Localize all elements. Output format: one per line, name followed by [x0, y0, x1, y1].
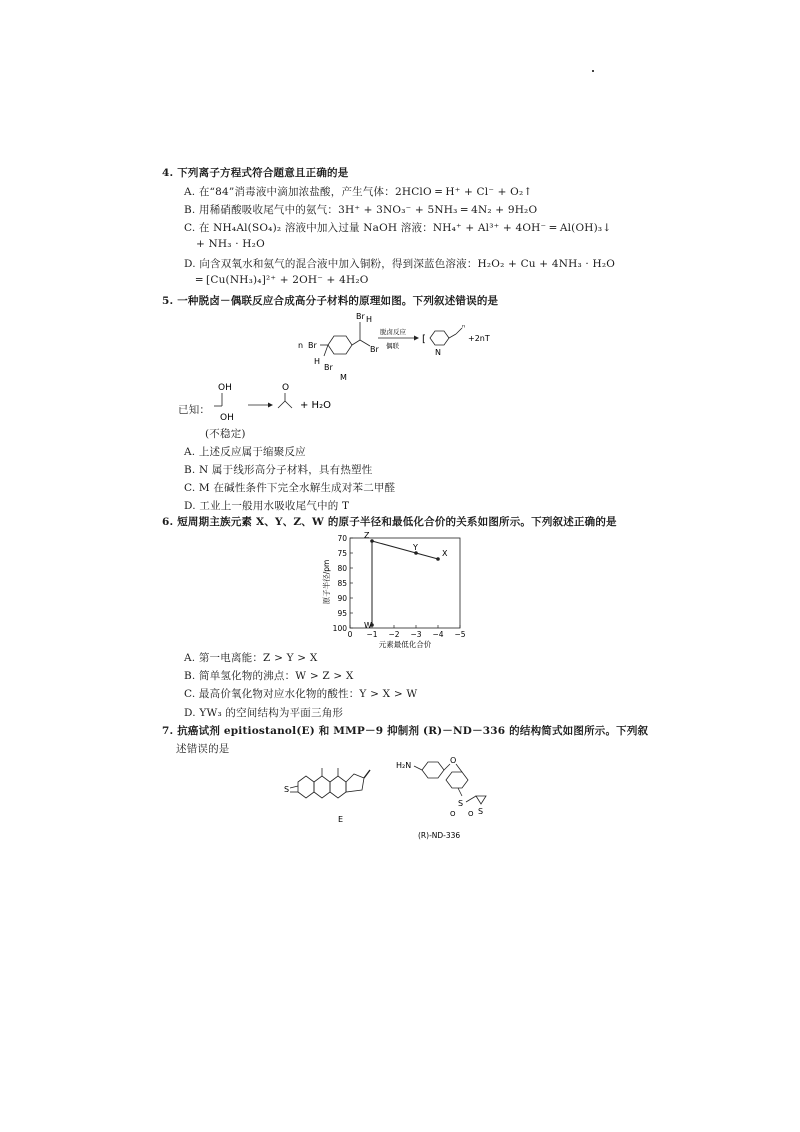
point-z — [370, 539, 374, 543]
svg-text:[: [ — [422, 334, 426, 345]
arrow-label-bottom: 偶联 — [386, 342, 399, 350]
x-tick-label: 0 — [347, 630, 353, 639]
y-tick-label: 85 — [337, 579, 347, 588]
sulfonyl-s: S — [458, 799, 464, 808]
point-x — [436, 557, 440, 561]
y-tick-label: 90 — [337, 594, 347, 603]
scan-speck — [592, 70, 594, 72]
x-tick-label: −4 — [432, 630, 444, 639]
point-label-z: Z — [364, 531, 370, 540]
q5-option-d: D. 工业上一般用水吸收尾气中的 T — [184, 500, 350, 512]
known-label: 已知： — [178, 404, 211, 416]
q4-stem: 4. 下列离子方程式符合题意且正确的是 — [162, 167, 349, 179]
y-tick-label: 80 — [337, 564, 347, 573]
y-tick-label: 70 — [337, 534, 347, 543]
polymer-ring — [430, 331, 449, 345]
byproduct-2nt: +2nT — [468, 334, 490, 343]
br-label-bottom: Br — [324, 363, 333, 372]
y-axis-label: 原子半径/pm — [322, 559, 331, 605]
radius-valence-chart — [315, 530, 475, 650]
thiirane-s: S — [284, 785, 290, 794]
q5-reaction-scheme — [296, 308, 526, 382]
q7-stem-continued: 述错误的是 — [176, 743, 230, 755]
q6-option-c: C. 最高价氧化物对应水化物的酸性：Y > X > W — [184, 688, 418, 700]
q5-stem: 5. 一种脱卤－偶联反应合成高分子材料的原理如图。下列叙述错误的是 — [162, 295, 499, 307]
arrow-label-top: 脱卤反应 — [380, 328, 406, 336]
br-label-left: Br — [308, 341, 317, 350]
label-e: E — [338, 815, 344, 824]
thiirane-s-r: S — [478, 807, 484, 816]
sulfonyl-o-2: O — [468, 810, 474, 818]
q5-option-c: C. M 在碱性条件下完全水解生成对苯二甲醛 — [184, 482, 396, 494]
q4-option-d: D. 向含双氧水和氨气的混合液中加入铜粉，得到深蓝色溶液：H₂O₂ + Cu + 4NH₃ · H₂O — [184, 258, 616, 270]
x-tick-label: −5 — [454, 630, 466, 639]
q4-option-b: B. 用稀硝酸吸收尾气中的氨气：3H⁺ + 3NO₃⁻ + 5NH₃ ═ 4N₂ + 9H₂O — [184, 204, 538, 216]
q5-option-b: B. N 属于线形高分子材料，具有热塑性 — [184, 464, 373, 476]
structure-e — [282, 752, 392, 824]
x-axis-label: 元素最低化合价 — [378, 640, 432, 649]
ether-o: O — [450, 756, 457, 765]
q4-option-d-continued: ═ [Cu(NH₃)₄]²⁺ + 2OH⁻ + 4H₂O — [196, 274, 369, 286]
q6-option-b: B. 简单氢化物的沸点：W > Z > X — [184, 670, 354, 682]
n-coefficient: n — [298, 341, 304, 350]
x-tick-label: −2 — [388, 630, 400, 639]
point-label-x: X — [442, 549, 448, 558]
sulfonyl-o-1: O — [450, 810, 456, 818]
br-label-top: Br — [356, 312, 365, 321]
structure-r-nd-336 — [396, 752, 546, 842]
oh-bottom: OH — [220, 413, 234, 423]
oh-top: OH — [218, 383, 232, 393]
q4-option-c-continued: + NH₃ · H₂O — [196, 238, 265, 250]
q6-option-d: D. YW₃ 的空间结构为平面三角形 — [184, 707, 344, 719]
y-tick-label: 75 — [337, 549, 347, 558]
series-line — [372, 541, 438, 559]
y-tick-label: 100 — [332, 624, 347, 633]
point-label-y: Y — [413, 543, 418, 552]
point-label-w: W — [364, 621, 372, 630]
label-r-nd-336: (R)-ND-336 — [418, 831, 461, 840]
h-label-bottom: H — [314, 357, 321, 366]
known-reaction — [208, 380, 388, 430]
h2n-group: H₂N — [396, 761, 412, 770]
compound-m-label: M — [340, 373, 347, 382]
benzene-ring — [328, 336, 352, 354]
plus-water: + H₂O — [300, 400, 331, 411]
x-tick-label: −3 — [410, 630, 422, 639]
h-label-top: H — [366, 315, 373, 324]
polymer-n-label: N — [435, 348, 441, 357]
carbonyl-o: O — [282, 383, 290, 393]
br-label-right: Br — [370, 345, 379, 354]
unstable-note: (不稳定) — [205, 428, 246, 440]
y-tick-label: 95 — [337, 609, 347, 618]
svg-text:ⁿ: ⁿ — [462, 323, 466, 332]
q4-option-a: A. 在“84”消毒液中滴加浓盐酸，产生气体：2HClO ═ H⁺ + Cl⁻ + O₂↑ — [184, 186, 533, 198]
x-tick-label: −1 — [366, 630, 378, 639]
q5-option-a: A. 上述反应属于缩聚反应 — [184, 446, 306, 458]
q6-stem: 6. 短周期主族元素 X、Y、Z、W 的原子半径和最低化合价的关系如图所示。下列叙述正确的是 — [162, 516, 617, 528]
q6-option-a: A. 第一电离能：Z > Y > X — [184, 652, 318, 664]
q7-stem: 7. 抗癌试剂 epitiostanol(E) 和 MMP－9 抑制剂 (R)－ND－336 的结构简式如图所示。下列叙 — [162, 725, 649, 737]
q4-option-c: C. 在 NH₄Al(SO₄)₂ 溶液中加入过量 NaOH 溶液：NH₄⁺ + Al³⁺ + 4OH⁻ ═ Al(OH)₃↓ — [184, 222, 612, 234]
